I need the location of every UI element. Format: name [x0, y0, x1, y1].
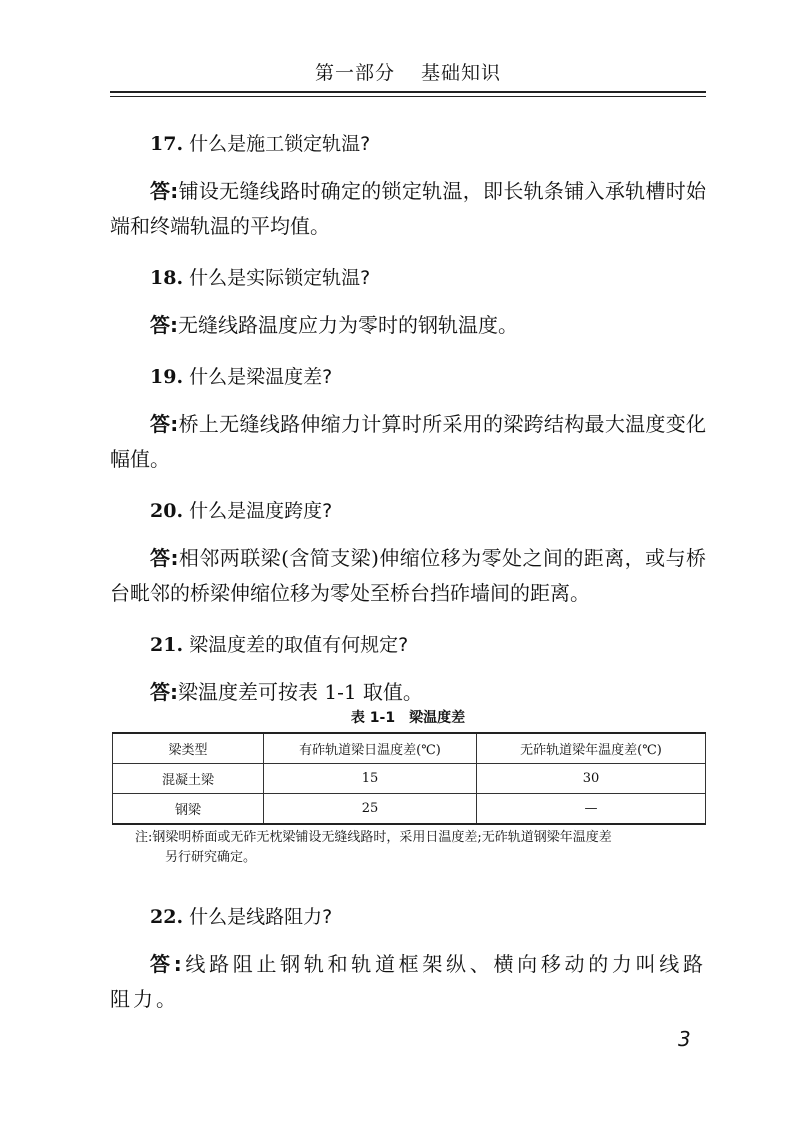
question-21: 21. 梁温度差的取值有何规定? [150, 634, 409, 656]
question-22: 22. 什么是线路阻力? [150, 906, 333, 928]
table-caption-number: 表 1-1 [350, 710, 396, 726]
answer-21: 答:梁温度差可按表 1-1 取值。 [150, 680, 423, 704]
table-note [135, 828, 710, 868]
header-title: 基础知识 [421, 62, 502, 84]
table-header-cell: 梁类型 [113, 733, 264, 764]
header-rule-thin [110, 96, 706, 97]
answer-22: 答:线路阻止钢轨和轨道框架纵、横向移动的力叫线路阻力。 [110, 952, 707, 1011]
qa-section [110, 130, 706, 710]
header-rule-thick [110, 91, 706, 93]
table-cell: 30 [477, 764, 706, 794]
table-header-cell: 有砟轨道梁日温度差(℃) [264, 733, 477, 764]
table-cell: 钢梁 [113, 794, 264, 825]
table-cell: — [477, 794, 706, 825]
table-row [113, 794, 706, 825]
beam-temperature-table [112, 732, 706, 825]
table-caption-title: 梁温度差 [409, 710, 466, 726]
answer-17: 答:铺设无缝线路时确定的锁定轨温，即长轨条铺入承轨槽时始端和终端轨温的平均值。 [110, 179, 707, 238]
table-note-line2: 另行研究确定。 [165, 850, 257, 865]
table-row [113, 764, 706, 794]
qa-section-2 [110, 903, 706, 1017]
table-header-cell: 无砟轨道梁年温度差(℃) [477, 733, 706, 764]
question-17: 17. 什么是施工锁定轨温? [150, 133, 371, 155]
table-cell: 15 [264, 764, 477, 794]
running-header [110, 58, 706, 85]
question-19: 19. 什么是梁温度差? [150, 366, 333, 388]
page-number: 3 [678, 1027, 691, 1051]
answer-18: 答:无缝线路温度应力为零时的钢轨温度。 [150, 313, 518, 337]
table-header-row [113, 733, 706, 764]
answer-19: 答:桥上无缝线路伸缩力计算时所采用的梁跨结构最大温度变化幅值。 [110, 412, 707, 471]
table-cell: 混凝土梁 [113, 764, 264, 794]
table-cell: 25 [264, 794, 477, 825]
table-note-line1: 注:钢梁明桥面或无砟无枕梁铺设无缝线路时，采用日温度差;无砟轨道钢梁年温度差 [135, 830, 612, 845]
answer-20: 答:相邻两联梁(含简支梁)伸缩位移为零处之间的距离，或与桥台毗邻的桥梁伸缩位移为零处至桥台挡砟墙间的距离。 [110, 546, 707, 605]
header-part: 第一部分 [314, 62, 395, 84]
table-caption [110, 707, 706, 727]
question-20: 20. 什么是温度跨度? [150, 500, 333, 522]
question-18: 18. 什么是实际锁定轨温? [150, 267, 371, 289]
